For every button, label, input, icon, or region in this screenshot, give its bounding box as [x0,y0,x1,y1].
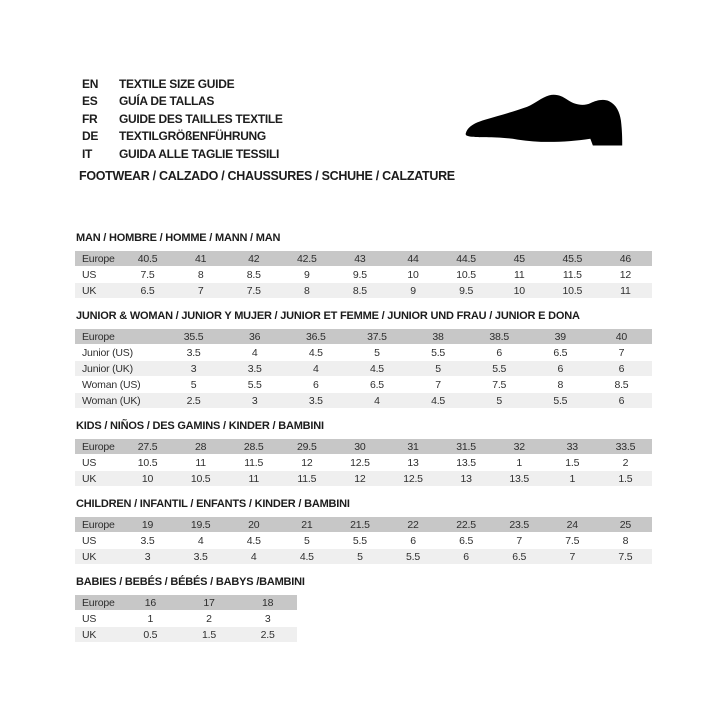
row-label: US [75,533,121,549]
size-cell: 10.5 [174,471,227,487]
row-label: Junior (UK) [75,361,163,377]
size-cell: 4.5 [227,533,280,549]
size-cell: 13.5 [440,455,493,471]
size-cell: 28 [174,439,227,455]
size-table-heading: BABIES / BEBÉS / BÉBÉS / BABYS /BAMBINI [76,576,305,588]
size-cell: 45 [493,251,546,267]
row-label: Europe [75,517,121,533]
size-cell: 7.5 [227,283,280,299]
size-table-section [75,311,652,409]
table-row [75,471,652,487]
size-cell: 6 [591,361,652,377]
table-row [75,345,652,361]
size-cell: 9 [280,267,333,283]
size-cell: 39 [530,329,591,345]
size-cell: 11.5 [546,267,599,283]
size-table [75,329,652,409]
size-table [75,251,652,299]
row-label: UK [75,627,121,643]
size-cell: 23.5 [493,517,546,533]
size-table [75,439,652,487]
size-cell: 5 [163,377,224,393]
language-title: GUIDA ALLE TAGLIE TESSILI [119,146,280,161]
table-row [75,329,652,345]
size-cell: 11 [599,283,652,299]
category-title: FOOTWEAR / CALZADO / CHAUSSURES / SCHUHE / CALZATURE [79,169,455,183]
size-cell: 1 [546,471,599,487]
size-cell: 12.5 [386,471,439,487]
language-row [82,145,283,163]
size-cell: 8 [280,283,333,299]
size-cell: 33 [546,439,599,455]
size-cell: 1.5 [599,471,652,487]
table-row [75,251,652,267]
size-cell: 44 [386,251,439,267]
table-row [75,439,652,455]
size-cell: 37.5 [346,329,407,345]
row-label: US [75,455,121,471]
size-cell: 5.5 [408,345,469,361]
size-table-heading: JUNIOR & WOMAN / JUNIOR Y MUJER / JUNIOR ET FEMME / JUNIOR UND FRAU / JUNIOR E DONA [76,310,580,322]
size-cell: 10 [121,471,174,487]
size-cell: 4.5 [346,361,407,377]
size-table-heading: MAN / HOMBRE / HOMME / MANN / MAN [76,232,281,244]
size-cell: 4 [285,361,346,377]
size-cell: 16 [121,595,180,611]
size-cell: 8 [530,377,591,393]
size-cell: 5 [280,533,333,549]
size-cell: 0.5 [121,627,180,643]
size-cell: 1.5 [546,455,599,471]
size-cell: 8 [174,267,227,283]
table-row [75,283,652,299]
size-cell: 38.5 [469,329,530,345]
size-table-heading: KIDS / NIÑOS / DES GAMINS / KINDER / BAMBINI [76,420,324,432]
language-row [82,110,283,128]
size-cell: 8.5 [333,283,386,299]
language-row [82,75,283,93]
size-cell: 22 [386,517,439,533]
language-code: IT [82,146,93,161]
size-cell: 46 [599,251,652,267]
size-cell: 11 [174,455,227,471]
size-cell: 2 [180,611,239,627]
row-label: US [75,267,121,283]
language-title: GUIDE DES TAILLES TEXTILE [119,111,283,126]
size-cell: 4 [346,393,407,409]
table-row [75,377,652,393]
table-row [75,361,652,377]
table-row [75,549,652,565]
size-cell: 35.5 [163,329,224,345]
size-cell: 11.5 [227,455,280,471]
size-cell: 19.5 [174,517,227,533]
size-cell: 43 [333,251,386,267]
size-cell: 31.5 [440,439,493,455]
size-cell: 3.5 [163,345,224,361]
size-cell: 6.5 [121,283,174,299]
size-cell: 40.5 [121,251,174,267]
size-cell: 38 [408,329,469,345]
row-label: Europe [75,251,121,267]
size-cell: 4.5 [408,393,469,409]
size-cell: 5 [408,361,469,377]
size-cell: 3.5 [285,393,346,409]
size-cell: 11 [493,267,546,283]
size-table [75,517,652,565]
size-cell: 9.5 [440,283,493,299]
size-cell: 7 [174,283,227,299]
size-cell: 21 [280,517,333,533]
size-cell: 5.5 [224,377,285,393]
row-label: Europe [75,595,121,611]
language-title: TEXTILE SIZE GUIDE [119,76,235,91]
size-cell: 3.5 [121,533,174,549]
size-cell: 1.5 [180,627,239,643]
row-label: UK [75,283,121,299]
table-row [75,517,652,533]
size-cell: 3 [238,611,297,627]
table-row [75,533,652,549]
row-label: UK [75,549,121,565]
size-cell: 6 [469,345,530,361]
row-label: Europe [75,329,163,345]
language-code: FR [82,111,98,126]
size-cell: 10.5 [440,267,493,283]
table-row [75,611,297,627]
size-cell: 5 [333,549,386,565]
size-cell: 6 [591,393,652,409]
size-cell: 5.5 [333,533,386,549]
table-row [75,393,652,409]
size-cell: 9.5 [333,267,386,283]
size-cell: 28.5 [227,439,280,455]
language-code: ES [82,94,98,109]
size-cell: 1 [493,455,546,471]
size-cell: 2.5 [163,393,224,409]
size-cell: 42.5 [280,251,333,267]
table-row [75,595,297,611]
size-table [75,595,297,643]
size-cell: 21.5 [333,517,386,533]
size-cell: 12 [599,267,652,283]
size-table-heading: CHILDREN / INFANTIL / ENFANTS / KINDER / BAMBINI [76,498,350,510]
row-label: UK [75,471,121,487]
size-cell: 5.5 [530,393,591,409]
language-code: EN [82,76,99,91]
size-cell: 5.5 [386,549,439,565]
row-label: Woman (US) [75,377,163,393]
language-row [82,128,283,146]
row-label: Europe [75,439,121,455]
size-table-section [75,499,652,565]
size-cell: 17 [180,595,239,611]
size-cell: 4.5 [280,549,333,565]
size-cell: 7 [408,377,469,393]
size-cell: 29.5 [280,439,333,455]
size-cell: 6 [386,533,439,549]
size-cell: 13 [386,455,439,471]
size-cell: 7.5 [121,267,174,283]
size-cell: 32 [493,439,546,455]
size-cell: 3 [121,549,174,565]
size-cell: 10 [493,283,546,299]
row-label: Junior (US) [75,345,163,361]
size-cell: 36.5 [285,329,346,345]
size-cell: 5.5 [469,361,530,377]
size-cell: 3.5 [224,361,285,377]
size-cell: 24 [546,517,599,533]
size-cell: 6.5 [440,533,493,549]
row-label: US [75,611,121,627]
size-table-section [75,233,652,299]
size-cell: 7 [493,533,546,549]
size-cell: 42 [227,251,280,267]
size-cell: 4.5 [285,345,346,361]
size-table-section [75,577,652,643]
size-cell: 3 [163,361,224,377]
size-cell: 6.5 [493,549,546,565]
row-label: Woman (UK) [75,393,163,409]
size-cell: 6 [530,361,591,377]
size-cell: 11 [227,471,280,487]
language-list [82,75,283,163]
size-cell: 6 [285,377,346,393]
size-cell: 3.5 [174,549,227,565]
size-cell: 27.5 [121,439,174,455]
size-tables-container [75,233,652,655]
size-cell: 40 [591,329,652,345]
size-cell: 20 [227,517,280,533]
size-cell: 7.5 [469,377,530,393]
size-cell: 4 [174,533,227,549]
size-cell: 2.5 [238,627,297,643]
size-cell: 36 [224,329,285,345]
size-cell: 6.5 [346,377,407,393]
size-cell: 12.5 [333,455,386,471]
size-cell: 6.5 [530,345,591,361]
table-row [75,455,652,471]
size-cell: 41 [174,251,227,267]
size-cell: 7.5 [546,533,599,549]
size-cell: 13 [440,471,493,487]
size-table-section [75,421,652,487]
size-cell: 10.5 [121,455,174,471]
size-cell: 6 [440,549,493,565]
size-cell: 7 [591,345,652,361]
size-cell: 4 [224,345,285,361]
language-code: DE [82,129,99,144]
table-row [75,627,297,643]
size-cell: 33.5 [599,439,652,455]
size-cell: 30 [333,439,386,455]
size-cell: 12 [280,455,333,471]
size-cell: 10 [386,267,439,283]
shoe-icon [459,93,629,153]
size-cell: 31 [386,439,439,455]
size-cell: 1 [121,611,180,627]
size-cell: 18 [238,595,297,611]
size-cell: 8.5 [227,267,280,283]
size-cell: 11.5 [280,471,333,487]
size-cell: 22.5 [440,517,493,533]
language-title: GUÍA DE TALLAS [119,94,215,109]
size-cell: 5 [346,345,407,361]
size-cell: 19 [121,517,174,533]
size-cell: 45.5 [546,251,599,267]
size-cell: 13.5 [493,471,546,487]
size-cell: 3 [224,393,285,409]
size-cell: 9 [386,283,439,299]
size-cell: 4 [227,549,280,565]
size-cell: 25 [599,517,652,533]
size-cell: 2 [599,455,652,471]
size-cell: 10.5 [546,283,599,299]
size-cell: 7 [546,549,599,565]
language-row [82,93,283,111]
size-cell: 8 [599,533,652,549]
size-cell: 12 [333,471,386,487]
language-title: TEXTILGRÖßENFÜHRUNG [119,129,266,144]
size-cell: 44.5 [440,251,493,267]
size-cell: 8.5 [591,377,652,393]
table-row [75,267,652,283]
size-cell: 7.5 [599,549,652,565]
size-cell: 5 [469,393,530,409]
